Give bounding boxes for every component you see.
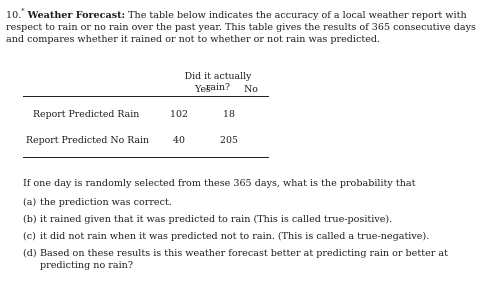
part-c — [23, 231, 485, 243]
part-b — [23, 214, 485, 226]
part-c-marker: (c) — [23, 231, 36, 242]
part-b-marker: (b) — [23, 214, 37, 225]
cell-predicted-no-rain-yes: 40 — [173, 135, 185, 146]
part-d-marker: (d) — [23, 248, 37, 259]
part-c-text: it did not rain when it was predicted not to rain. (This is called a true-negative). — [40, 231, 430, 242]
part-d — [23, 248, 485, 272]
problem-star-mark: * — [21, 7, 25, 15]
table-caption: Did it actually rain? — [184, 71, 252, 93]
table-bottom-rule — [23, 157, 269, 158]
problem-number — [6, 7, 25, 21]
cell-predicted-rain-no: 18 — [223, 109, 235, 120]
part-d-text: Based on these results is this weather forecast better at predicting rain or better at predicting no rain? — [40, 248, 448, 271]
problem-title: Weather Forecast: — [27, 10, 126, 21]
problem-intro-text: The table below indicates the accuracy of a local weather report with respect to rain or no rain over the past year. This table gives the results of 365 consecutive days and compares whether it rained or not to whether or not rain was predicted. — [6, 10, 476, 45]
column-header-no: No — [244, 84, 258, 95]
row-label-predicted-no-rain: Report Predicted No Rain — [26, 135, 150, 146]
column-header-yes: Yes — [195, 84, 211, 95]
problem-statement — [6, 7, 484, 46]
row-label-predicted-rain: Report Predicted Rain — [33, 109, 140, 120]
table-top-rule — [23, 96, 269, 97]
cell-predicted-rain-yes: 102 — [170, 109, 188, 120]
part-b-text: it rained given that it was predicted to rain (This is called true-positive). — [40, 214, 393, 225]
results-table — [23, 71, 269, 161]
part-a — [23, 197, 485, 209]
question-text: If one day is randomly selected from these 365 days, what is the probability that — [23, 178, 416, 189]
cell-predicted-no-rain-no: 205 — [220, 135, 238, 146]
question-parts — [23, 197, 485, 277]
part-a-marker: (a) — [23, 197, 37, 208]
part-a-text: the prediction was correct. — [40, 197, 172, 208]
problem-number-text: 10. — [6, 10, 22, 21]
